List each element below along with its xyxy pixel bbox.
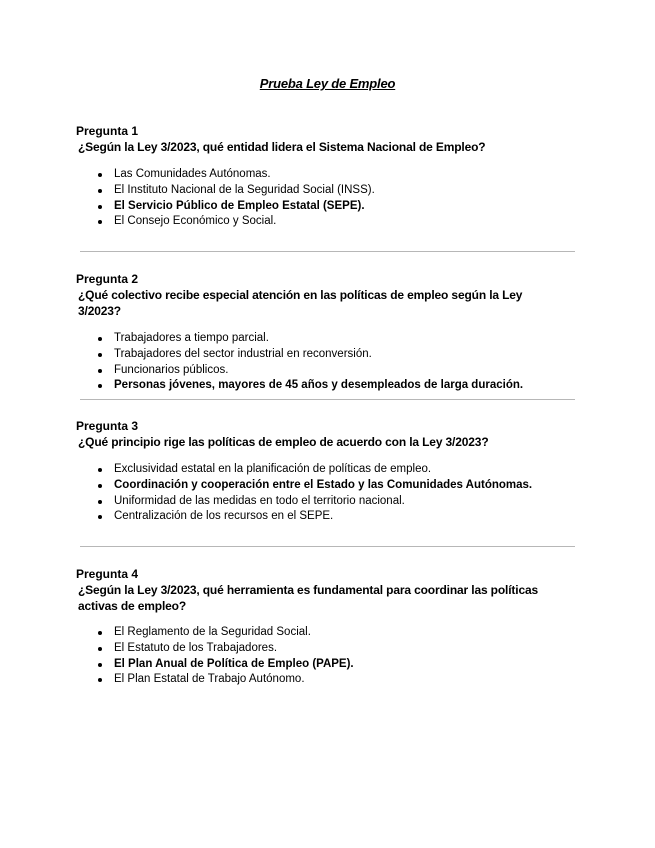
answer-option-correct: El Servicio Público de Empleo Estatal (SEPE). xyxy=(76,199,576,215)
section-divider xyxy=(80,399,575,400)
document-title: Prueba Ley de Empleo xyxy=(259,76,396,91)
answer-option: Las Comunidades Autónomas. xyxy=(76,167,576,183)
answer-option: El Estatuto de los Trabajadores. xyxy=(76,641,576,657)
answer-options xyxy=(76,462,576,525)
question-3 xyxy=(76,418,576,525)
question-label: Pregunta 3 xyxy=(76,419,139,433)
answer-option: Trabajadores del sector industrial en reconversión. xyxy=(76,347,576,363)
question-1 xyxy=(76,123,576,230)
question-label: Pregunta 2 xyxy=(76,272,139,286)
answer-option: Uniformidad de las medidas en todo el territorio nacional. xyxy=(76,494,576,510)
answer-options xyxy=(76,167,576,230)
answer-option: Centralización de los recursos en el SEPE. xyxy=(76,509,576,525)
answer-options xyxy=(76,331,576,394)
question-label: Pregunta 1 xyxy=(76,124,139,138)
answer-option: El Consejo Económico y Social. xyxy=(76,214,576,230)
answer-option: El Instituto Nacional de la Seguridad Social (INSS). xyxy=(76,183,576,199)
section-divider xyxy=(80,546,575,547)
answer-option: El Plan Estatal de Trabajo Autónomo. xyxy=(76,672,576,688)
answer-option: Trabajadores a tiempo parcial. xyxy=(76,331,576,347)
section-divider xyxy=(80,251,575,252)
question-label: Pregunta 4 xyxy=(76,567,139,581)
answer-options xyxy=(76,625,576,688)
answer-option-correct: Coordinación y cooperación entre el Estado y las Comunidades Autónomas. xyxy=(76,478,576,494)
question-2 xyxy=(76,271,576,394)
question-text: ¿Qué principio rige las políticas de empleo de acuerdo con la Ley 3/2023? xyxy=(78,435,489,449)
question-text: ¿Según la Ley 3/2023, qué herramienta es fundamental para coordinar las políticas activas de empleo? xyxy=(78,583,539,613)
question-text: ¿Qué colectivo recibe especial atención en las políticas de empleo según la Ley 3/2023? xyxy=(78,288,523,318)
answer-option-correct: El Plan Anual de Política de Empleo (PAPE). xyxy=(76,657,576,673)
answer-option-correct: Personas jóvenes, mayores de 45 años y desempleados de larga duración. xyxy=(76,378,576,394)
question-4 xyxy=(76,566,576,688)
answer-option: Exclusividad estatal en la planificación de políticas de empleo. xyxy=(76,462,576,478)
answer-option: El Reglamento de la Seguridad Social. xyxy=(76,625,576,641)
question-text: ¿Según la Ley 3/2023, qué entidad lidera el Sistema Nacional de Empleo? xyxy=(78,140,486,154)
answer-option: Funcionarios públicos. xyxy=(76,363,576,379)
